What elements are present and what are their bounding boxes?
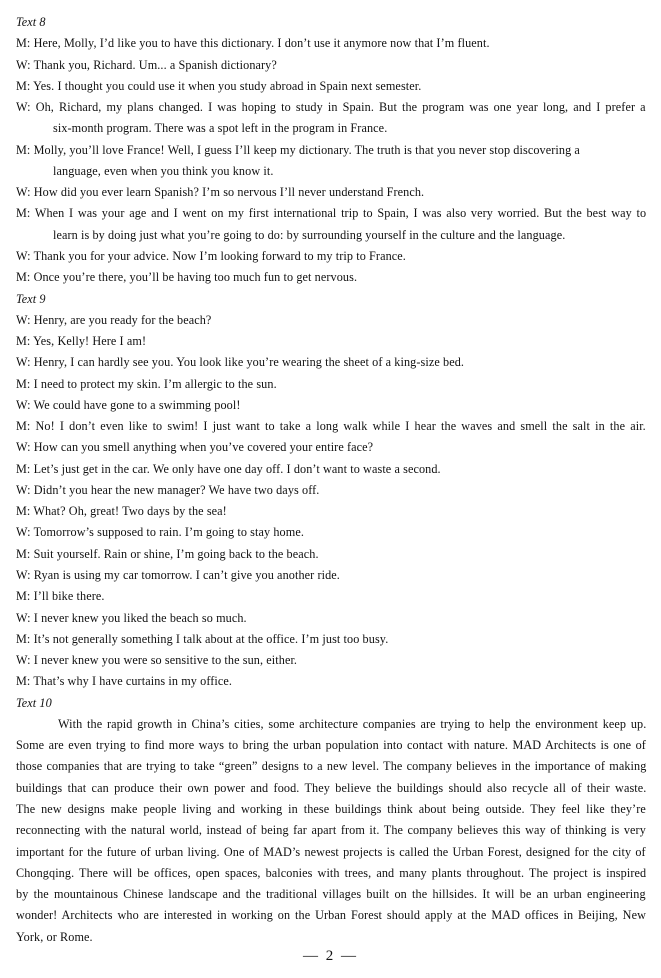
text-line: W: We could have gone to a swimming pool! [16,397,241,412]
text-line: M: Let’s just get in the car. We only have one day off. I don’t want to waste a second. [16,461,441,476]
text-line: M: What? Oh, great! Two days by the sea! [16,504,227,519]
text-line: M: That’s why I have curtains in my office. [16,674,233,689]
text-line: M: It’s not generally something I talk about at the office. I’m just too busy. [16,631,389,646]
text-line: W: Thank you for your advice. Now I’m looking forward to my trip to France. [16,248,406,263]
text-line: those companies that are trying to take “green” designs to a new level. The company believes in the importance of making [16,759,647,774]
text-line: M: When I was your age and I went on my first international trip to Spain, I was also very worried. But the best way to [16,206,647,221]
text-line: W: Tomorrow’s supposed to rain. I’m going to stay home. [16,525,304,540]
text-line: learn is by doing just what you’re going to do: by surrounding yourself in the culture and the language. [53,227,566,242]
text-line: language, even when you think you know it. [53,163,274,178]
text-line: W: Ryan is using my car tomorrow. I can’t give you another ride. [16,568,340,583]
text-line: M: Molly, you’ll love France! Well, I guess I’ll keep my dictionary. The truth is that you never stop discovering a [16,142,580,157]
text-line: M: Yes, Kelly! Here I am! [16,334,147,349]
text-line: The new designs make people living and working in these buildings think about being outside. They feel like they’re [16,801,646,816]
text-line: important for the future of urban living. One of MAD’s newest projects is called the Urban Forest, designed for the city of [16,844,646,859]
text-line: M: Here, Molly, I’d like you to have this dictionary. I don’t use it anymore now that I’m fluent. [16,36,490,51]
text-line: W: Thank you, Richard. Um... a Spanish dictionary? [16,57,277,72]
section-title: Text 10 [16,695,52,710]
text-line: W: I never knew you liked the beach so much. [16,610,247,625]
text-line: M: I’ll bike there. [16,589,105,604]
text-line: W: Henry, are you ready for the beach? [16,312,212,327]
page-number: — 2 — [303,948,358,964]
text-line: W: I never knew you were so sensitive to the sun, either. [16,653,298,668]
text-line: With the rapid growth in China’s cities, some architecture companies are trying to help the environment keep up. [58,716,647,731]
text-line: M: No! I don’t even like to swim! I just want to take a long walk while I hear the waves and smell the salt in the air. [16,419,646,434]
text-line: M: Once you’re there, you’ll be having too much fun to get nervous. [16,270,358,285]
text-line: York, or Rome. [16,929,93,944]
text-line: by the mountainous Chinese landscape and the traditional villages built on the hillsides. It will be an urban engineering [16,887,646,902]
section-title: Text 9 [16,291,46,306]
text-line: Chongqing. There will be offices, open spaces, balconies with trees, and many plants throughout. The project is inspired [16,865,647,880]
text-line: Some are even trying to find more ways to bring the urban population into contact with nature. MAD Architects is one of [16,738,646,753]
text-line: wonder! Architects who are interested in working on the Urban Forest should apply at the MAD offices in Beijing, New [16,908,646,923]
text-line: W: How did you ever learn Spanish? I’m so nervous I’ll never understand French. [16,185,425,200]
text-line: six-month program. There was a spot left in the program in France. [53,121,388,136]
text-line: buildings that can produce their own power and food. They believe the buildings should also recycle all of their waste. [16,780,647,795]
text-line: reconnecting with the natural world, instead of being far apart from it. The company believes this way of thinking is very [16,823,646,838]
text-line: M: Suit yourself. Rain or shine, I’m going back to the beach. [16,546,319,561]
text-line: W: Didn’t you hear the new manager? We have two days off. [16,482,320,497]
text-line: M: I need to protect my skin. I’m allergic to the sun. [16,376,277,391]
text-line: W: How can you smell anything when you’ve covered your entire face? [16,440,374,455]
text-line: W: Oh, Richard, my plans changed. I was hoping to study in Spain. But the program was one year long, and I prefer a [16,100,646,115]
section-title: Text 8 [16,15,46,29]
text-line: M: Yes. I thought you could use it when you study abroad in Spain next semester. [16,78,422,93]
text-line: W: Henry, I can hardly see you. You look like you’re wearing the sheet of a king-size bed. [16,355,465,370]
